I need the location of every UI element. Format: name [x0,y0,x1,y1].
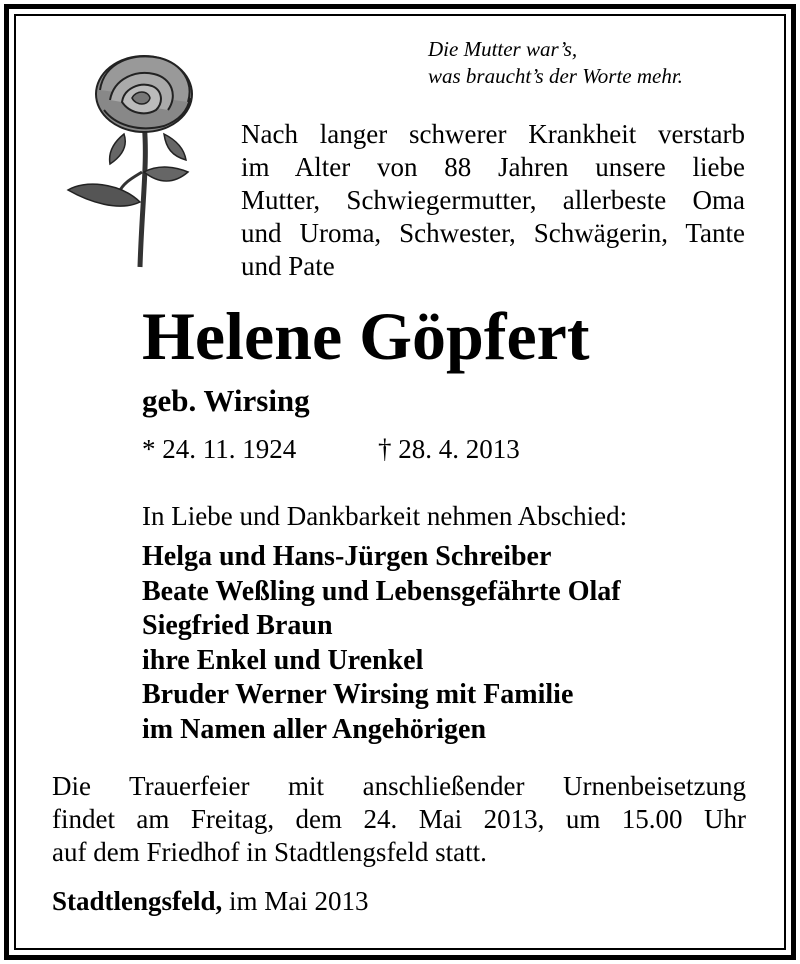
farewell-line: In Liebe und Dankbarkeit nehmen Abschied: [142,501,628,531]
mourner-entry: ihre Enkel und Urenkel [142,644,424,676]
mourner-entry: Bruder Werner Wirsing mit Familie [142,679,574,710]
intro-line: Nach langer schwerer Krankheit verstarb [241,119,745,149]
intro-line: und Uroma, Schwester, Schwägerin, Tante [241,218,745,248]
intro-line: und Pate [241,251,335,281]
death-date: † 28. 4. 2013 [378,434,520,464]
mourner-entry: Siegfried Braun [142,610,333,641]
rose-icon [64,52,214,272]
motto-line-1: Die Mutter war’s, [428,37,578,61]
ceremony-line: Die Trauerfeier mit anschließender Urnenbeisetzung [52,771,746,801]
motto-line-2: was braucht’s der Worte mehr. [428,64,683,88]
ceremony-line: auf dem Friedhof in Stadtlengsfeld statt. [52,837,487,867]
maiden-name: geb. Wirsing [142,383,310,418]
ceremony-line: findet am Freitag, dem 24. Mai 2013, um 15.00 Uhr [52,804,746,834]
place-and-date [52,884,369,918]
closing-date: im Mai 2013 [229,886,369,916]
intro-line: Mutter, Schwiegermutter, allerbeste Oma [241,185,745,215]
intro-text [241,118,745,283]
deceased-name: Helene Göpfert [142,298,590,374]
motto [428,36,683,90]
birth-date: * 24. 11. 1924 [142,434,297,464]
mourner-entry: Helga und Hans-Jürgen Schreiber [142,541,552,572]
mourner-entry: im Namen aller Angehörigen [142,713,487,745]
ceremony-text [52,770,746,869]
closing-place: Stadtlengsfeld, [52,886,223,916]
mourner-entry: Beate Weßling und Lebensgefährte Olaf [142,575,621,607]
mourners-list [142,540,621,747]
intro-line: im Alter von 88 Jahren unsere liebe [241,152,745,182]
